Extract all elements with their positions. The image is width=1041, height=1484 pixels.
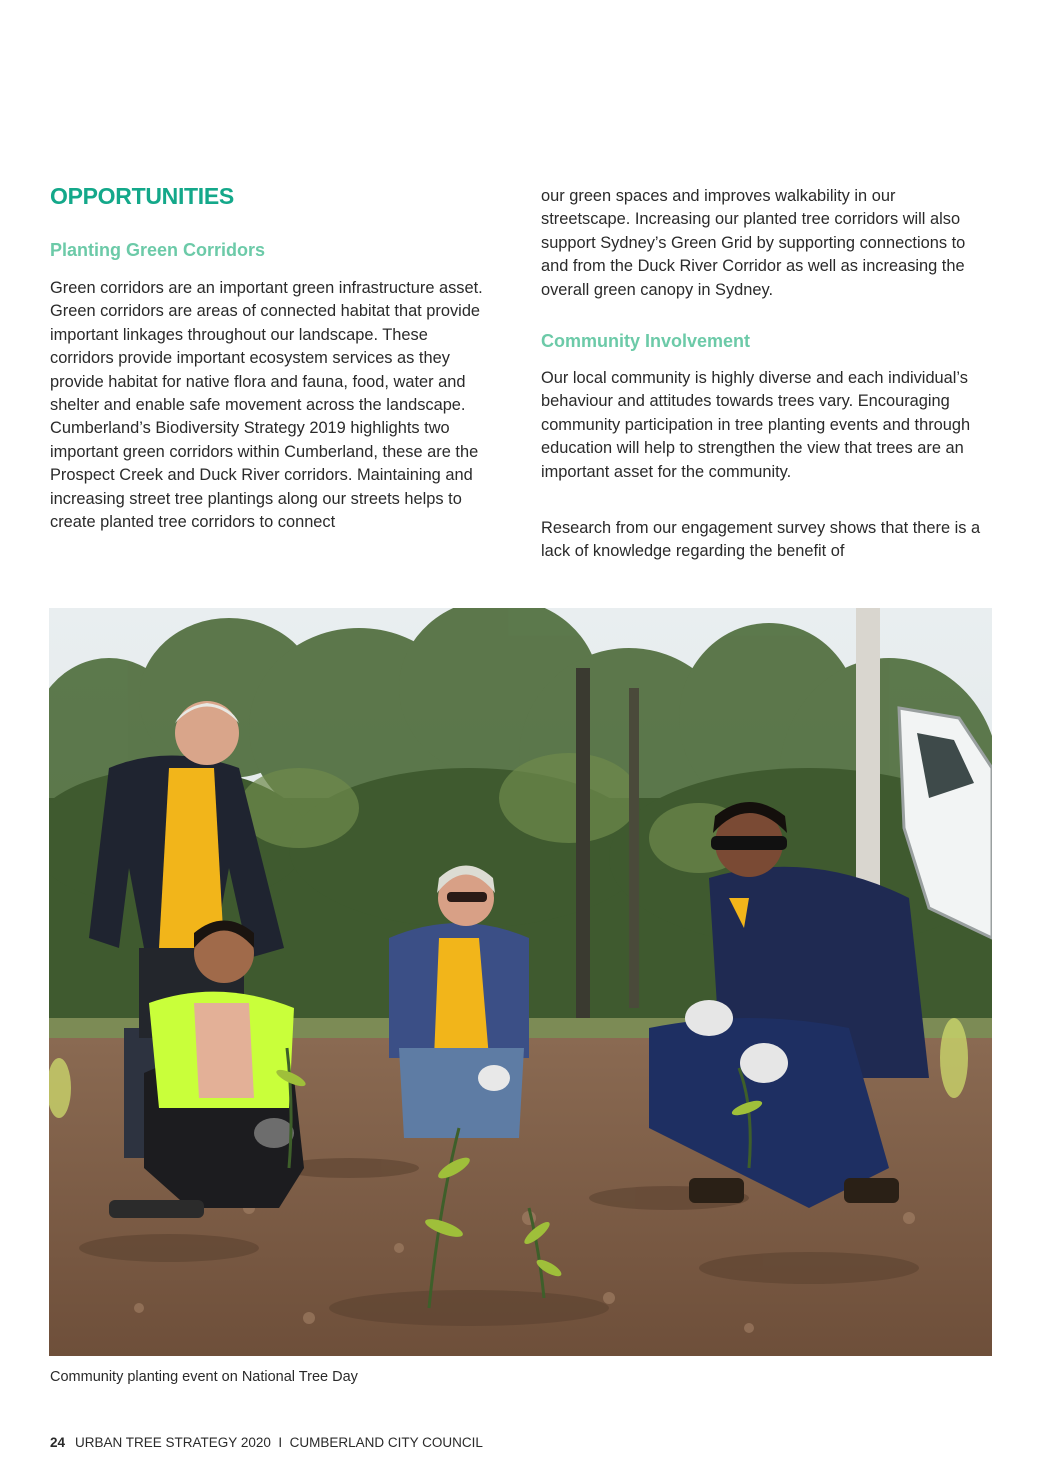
section-heading-green-corridors: Planting Green Corridors [50, 240, 266, 260]
community-paragraph-2: Research from our engagement survey shows that there is a lack of knowledge regarding the benefit of [541, 519, 981, 561]
photo-caption: Community planting event on National Tree Day [50, 1369, 358, 1385]
community-paragraph-1: Our local community is highly diverse and each individual’s behaviour and attitudes towards trees vary. Encouraging community participation in tree planting events and through education will help to strengthen the view that trees are an important asset for the community. [541, 369, 971, 481]
page-number: 24 [50, 1435, 66, 1450]
section-heading-community-involvement: Community Involvement [541, 331, 751, 351]
green-corridors-paragraph: Green corridors are an important green infrastructure asset. Green corridors are areas of connected habitat that provide important linkages throughout our landscape. These corridors provide important ecosystem services as they provide habitat for native flora and fauna, food, water and shelter and enable safe movement across the landscape. Cumberland’s Biodiversity Strategy 2019 highlights two important green corridors within Cumberland, these are the Prospect Creek and Duck River corridors. Maintaining and increasing street tree plantings along our streets helps to create planted tree corridors to connect [50, 279, 483, 532]
page-footer [50, 1435, 483, 1450]
page-title: OPPORTUNITIES [50, 183, 234, 209]
community-planting-photo [49, 608, 992, 1356]
footer-text: URBAN TREE STRATEGY 2020 I CUMBERLAND CITY COUNCIL [75, 1435, 483, 1450]
green-corridors-continuation: our green spaces and improves walkability in our streetscape. Increasing our planted tree corridors will also support Sydney’s Green Grid by supporting connections to and from the Duck River Corridor as well as increasing the overall green canopy in Sydney. [541, 187, 966, 299]
